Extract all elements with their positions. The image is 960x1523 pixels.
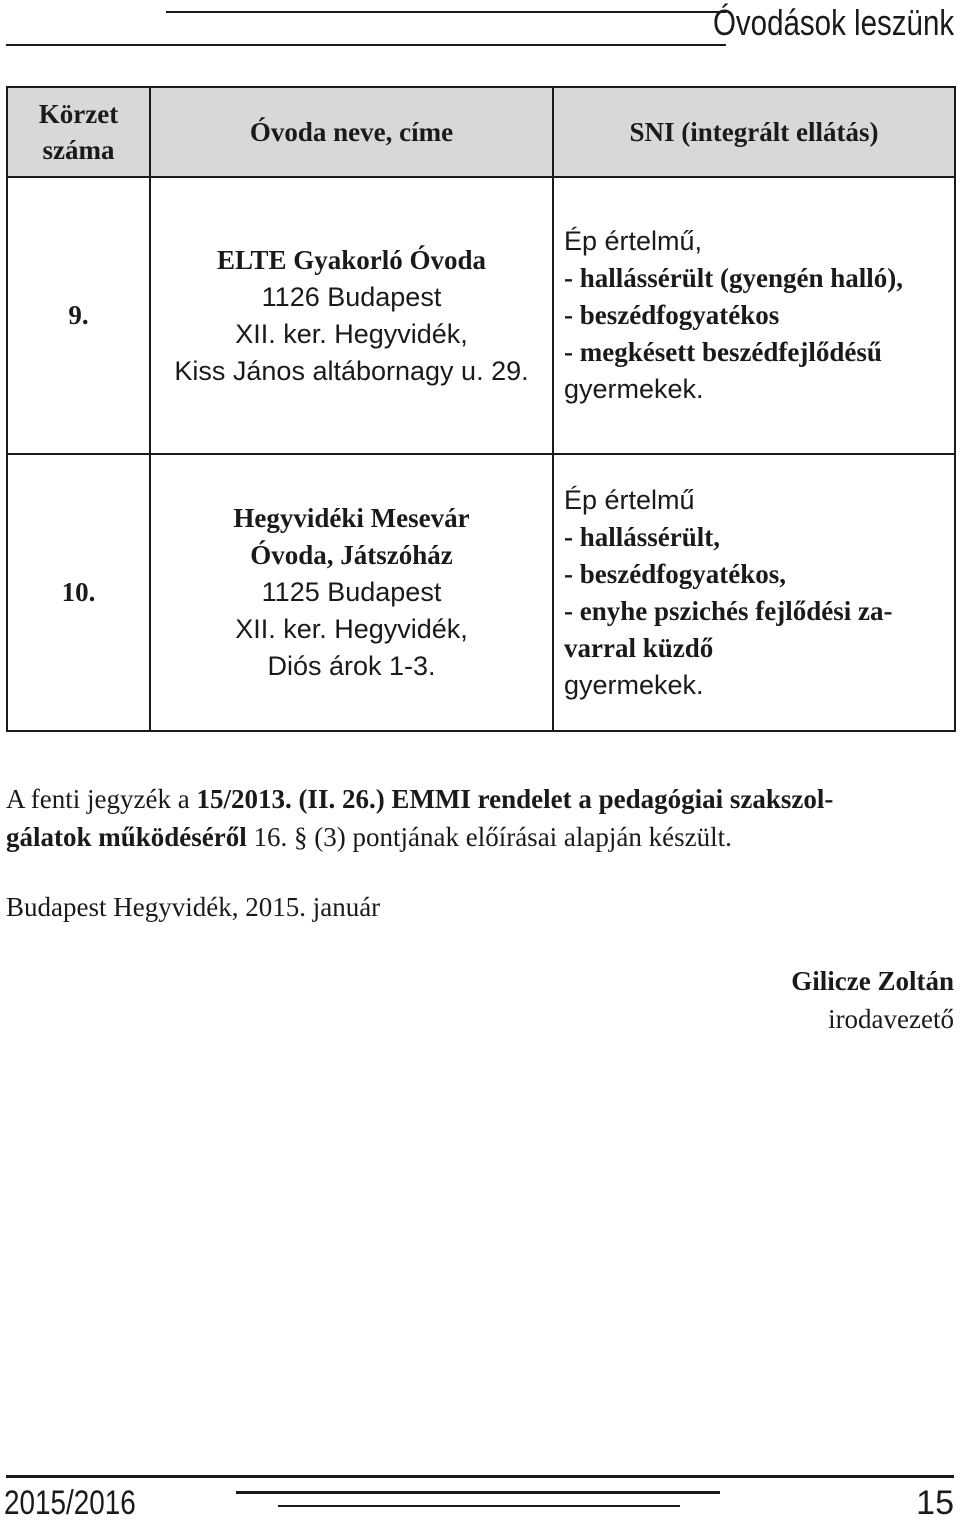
- header-rule-top: [166, 11, 726, 13]
- signature-role: irodavezető: [828, 1004, 954, 1034]
- sni-item: - hallássérült,: [564, 521, 721, 552]
- address-line: XII. ker. Hegyvidék,: [235, 318, 468, 349]
- running-header-title: Óvodások leszünk: [712, 2, 954, 43]
- sni-item: varral küzdő: [564, 632, 714, 663]
- kindergarten-name: Óvoda, Játszóház: [250, 540, 453, 570]
- district-number: 10.: [7, 454, 150, 731]
- address-line: Diós árok 1-3.: [267, 651, 436, 681]
- sni-intro: Ép értelmű,: [564, 226, 703, 256]
- sni-item: - beszédfogyatékos,: [564, 558, 786, 589]
- note-text-cont: 16. § (3) pontjának előírásai alapján készült.: [246, 822, 732, 852]
- footer-rule-decor: [236, 1491, 720, 1494]
- sni-outro: gyermekek.: [564, 669, 704, 700]
- sni-intro: Ép értelmű: [564, 484, 695, 515]
- kindergarten-name: ELTE Gyakorló Óvoda: [216, 244, 487, 275]
- footer-rule-decor: [278, 1505, 680, 1507]
- header-sni: SNI (integrált ellátás): [553, 87, 955, 177]
- table-row: [7, 454, 955, 731]
- sni-item: - beszédfogyatékos: [564, 300, 780, 330]
- sni-description: [553, 454, 955, 731]
- footer-school-year: 2015/2016: [4, 1484, 136, 1522]
- address-line: Kiss János altábornagy u. 29.: [174, 355, 529, 386]
- table-header-row: [7, 87, 955, 177]
- sni-item: - enyhe pszichés fejlődési za-: [564, 595, 893, 626]
- note-regulation: 15/2013. (II. 26.) EMMI rendelet a pedagógiai szakszol-: [196, 784, 834, 814]
- sni-description: [553, 177, 955, 454]
- header-rule-bottom: [6, 44, 726, 46]
- place-date: Budapest Hegyvidék, 2015. január: [6, 892, 381, 922]
- address-line: 1126 Budapest: [261, 281, 442, 312]
- table-row: [7, 177, 955, 454]
- note-text: A fenti jegyzék a: [6, 784, 197, 814]
- sni-item: - megkésett beszédfejlődésű: [564, 337, 882, 367]
- address-line: 1125 Budapest: [261, 577, 442, 607]
- sni-item: - hallássérült (gyengén halló),: [564, 263, 904, 293]
- header-district: Körzet száma: [7, 87, 150, 177]
- address-line: XII. ker. Hegyvidék,: [235, 614, 468, 644]
- kindergarten-name-address: [150, 177, 553, 454]
- footer-rule: [6, 1475, 954, 1478]
- sni-outro: gyermekek.: [564, 374, 704, 404]
- legal-note: [6, 780, 956, 856]
- signature-name: Gilicze Zoltán: [791, 966, 954, 996]
- district-number: 9.: [7, 177, 150, 454]
- kindergarten-table: [6, 86, 956, 732]
- note-regulation-cont: gálatok működéséről: [6, 822, 247, 852]
- kindergarten-name-address: [150, 454, 553, 731]
- header-name-address: Óvoda neve, címe: [150, 87, 553, 177]
- page-number: 15: [916, 1484, 954, 1522]
- kindergarten-name: Hegyvidéki Mesevár: [233, 503, 470, 533]
